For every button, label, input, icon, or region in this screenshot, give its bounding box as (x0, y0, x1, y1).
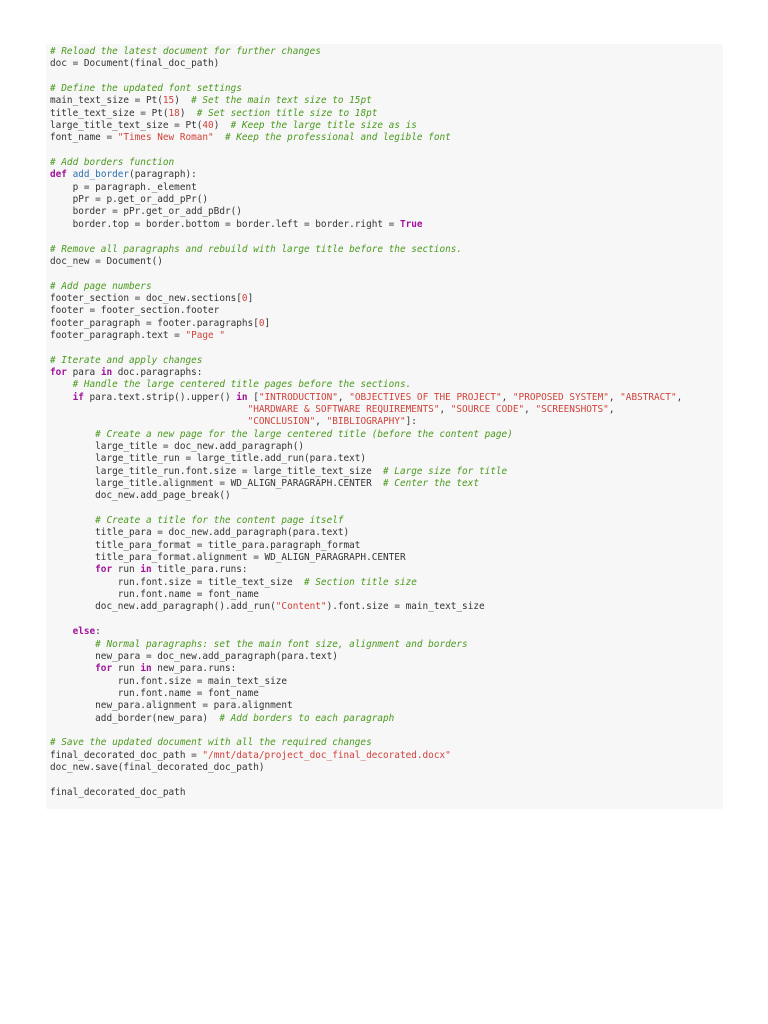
code-token-plain: , (501, 391, 513, 403)
code-line (50, 750, 723, 762)
code-line (50, 478, 723, 490)
code-token-string: "CONCLUSION" (247, 416, 316, 428)
code-line (50, 429, 723, 441)
code-token-plain: large_title.alignment = WD_ALIGN_PARAGRAPH.CENTER (50, 478, 384, 490)
code-token-keyword: else (72, 626, 96, 638)
code-token-plain: run.font.size = main_text_size (50, 675, 288, 687)
code-token-plain: , (608, 391, 621, 403)
code-line (50, 663, 723, 675)
code-token-plain (214, 132, 225, 143)
code-line (50, 552, 723, 564)
code-token-keyword: for (50, 366, 67, 378)
code-line (50, 762, 723, 774)
code-line (50, 379, 723, 391)
code-line (50, 589, 723, 601)
code-token-plain (50, 429, 95, 440)
code-token-plain: , (315, 416, 327, 428)
code-token-comment: # Normal paragraphs: set the main font size, alignment and borders (95, 638, 468, 650)
code-line (50, 639, 723, 651)
code-token-plain: footer_paragraph = footer.paragraphs[ (50, 317, 259, 329)
code-token-plain: , (337, 391, 350, 403)
code-line (50, 120, 723, 132)
code-token-plain (50, 416, 248, 427)
code-line (50, 416, 723, 428)
code-line (50, 626, 723, 638)
code-line (50, 787, 723, 799)
code-token-plain (50, 404, 248, 415)
code-token-keyword: for (95, 564, 113, 576)
code-token-comment: # Handle the large centered title pages before the sections. (72, 379, 412, 391)
code-token-number: 0 (241, 292, 248, 304)
code-token-keyword: if (72, 391, 84, 403)
code-line (50, 83, 723, 95)
code-token-plain: title_para = doc_new.add_paragraph(para.text) (50, 527, 350, 539)
code-token-plain: doc = Document(final_doc_path) (50, 58, 220, 70)
code-token-string: "Times New Roman" (117, 132, 214, 144)
code-token-plain: , (608, 403, 615, 415)
code-token-plain (50, 379, 73, 390)
code-token-plain (50, 626, 73, 637)
code-line (50, 676, 723, 688)
code-token-plain: ] (247, 292, 254, 304)
code-token-plain: run (112, 564, 141, 576)
code-token-comment: # Reload the latest document for further changes (50, 46, 321, 57)
code-token-string: "INTRODUCTION" (258, 391, 338, 403)
code-token-plain: large_title_run = large_title.add_run(para.text) (50, 453, 367, 465)
code-line (50, 157, 723, 169)
code-token-number: 18 (168, 107, 180, 119)
code-token-comment: # Define the updated font settings (50, 83, 242, 95)
code-token-plain: (paragraph): (129, 169, 197, 181)
code-token-plain (50, 639, 95, 650)
code-token-keyword: in (140, 564, 152, 576)
code-line (50, 713, 723, 725)
code-token-plain: doc_new = Document() (50, 255, 163, 267)
code-token-plain: new_para.runs: (151, 663, 237, 675)
code-line (50, 441, 723, 453)
code-line (50, 132, 723, 144)
code-line (50, 355, 723, 367)
code-line (50, 293, 723, 305)
code-line (50, 305, 723, 317)
code-token-plain: para (66, 366, 101, 378)
code-token-plain: final_decorated_doc_path = (50, 749, 203, 761)
code-token-plain: large_title_text_size = Pt( (50, 120, 203, 132)
code-line (50, 169, 723, 181)
code-token-plain: ]: (405, 416, 417, 428)
code-token-plain: ) (213, 120, 231, 132)
code-token-plain: new_para.alignment = para.alignment (50, 700, 293, 712)
code-token-number: 0 (258, 317, 265, 329)
code-line (50, 453, 723, 465)
code-line (50, 367, 723, 379)
code-line (50, 404, 723, 416)
code-line (50, 392, 723, 404)
code-line (50, 503, 723, 515)
code-token-string: "SOURCE CODE" (450, 403, 525, 415)
code-token-plain: : (95, 626, 101, 638)
code-token-plain: footer_paragraph.text = (50, 329, 186, 341)
code-token-plain: ) (174, 95, 192, 107)
code-token-comment: # Set section title size to 18pt (196, 107, 378, 119)
code-token-plain: large_title = doc_new.add_paragraph() (50, 441, 304, 452)
code-token-plain: doc_new.add_paragraph().add_run( (50, 601, 276, 613)
code-token-plain: ).font.size = main_text_size (326, 601, 485, 613)
code-line (50, 71, 723, 83)
code-token-keyword: in (236, 391, 248, 403)
code-token-plain: main_text_size = Pt( (50, 95, 163, 107)
code-token-string: "Page " (185, 329, 225, 341)
code-token-plain: , (439, 403, 451, 415)
code-token-number: 15 (162, 95, 175, 107)
code-token-plain: pPr = p.get_or_add_pPr() (50, 194, 209, 206)
code-token-comment: # Add page numbers (50, 280, 152, 292)
code-token-comment: # Create a title for the content page itself (95, 515, 344, 527)
code-line (50, 601, 723, 613)
code-token-plain: , (676, 391, 683, 403)
code-token-plain: new_para = doc_new.add_paragraph(para.text) (50, 650, 338, 662)
code-token-plain: run (112, 663, 141, 675)
code-token-plain: title_para.runs: (151, 564, 248, 576)
code-line (50, 244, 723, 256)
code-token-comment: # Large size for title (383, 465, 508, 477)
code-token-number: 40 (202, 120, 214, 132)
code-token-string: "ABSTRACT" (620, 391, 677, 403)
code-line (50, 108, 723, 120)
code-token-plain: , (524, 403, 536, 415)
code-token-plain: ] (264, 317, 271, 329)
code-listing (50, 46, 723, 799)
code-line (50, 318, 723, 330)
code-token-plain: large_title_run.font.size = large_title_text_size (50, 465, 384, 477)
code-line (50, 219, 723, 231)
code-line (50, 564, 723, 576)
code-token-plain: title_para_format.alignment = WD_ALIGN_PARAGRAPH.CENTER (50, 552, 406, 564)
code-token-plain: final_decorated_doc_path (50, 786, 186, 798)
code-line (50, 490, 723, 502)
code-token-comment: # Section title size (304, 576, 417, 588)
code-line (50, 58, 723, 70)
code-token-comment: # Iterate and apply changes (50, 354, 203, 366)
code-line (50, 268, 723, 280)
code-token-plain: run.font.size = title_text_size (50, 576, 304, 588)
code-token-plain: title_para_format = title_para.paragraph_format (50, 539, 361, 551)
code-block (46, 44, 723, 809)
code-token-comment: # Keep the professional and legible font (224, 132, 451, 144)
code-line (50, 614, 723, 626)
code-token-plain: doc.paragraphs: (112, 366, 203, 378)
code-token-string: "HARDWARE & SOFTWARE REQUIREMENTS" (247, 403, 440, 415)
code-token-plain (50, 392, 73, 403)
code-token-plain: footer_section = doc_new.sections[ (50, 292, 242, 304)
code-line (50, 466, 723, 478)
code-line (50, 688, 723, 700)
code-token-string: "PROPOSED SYSTEM" (512, 391, 609, 403)
code-line (50, 577, 723, 589)
code-line (50, 182, 723, 194)
code-line (50, 281, 723, 293)
code-line (50, 145, 723, 157)
code-token-plain: ) (179, 107, 197, 119)
code-line (50, 527, 723, 539)
code-line (50, 256, 723, 268)
code-token-plain: para.text.strip().upper() (83, 391, 237, 403)
code-line (50, 651, 723, 663)
code-token-plain (50, 564, 95, 575)
code-line (50, 774, 723, 786)
code-token-plain: doc_new.add_page_break() (50, 490, 231, 502)
code-token-keyword: for (95, 663, 113, 675)
code-token-plain: doc_new.save(final_decorated_doc_path) (50, 761, 265, 773)
code-token-plain: title_text_size = Pt( (50, 107, 169, 119)
code-token-comment: # Center the text (383, 478, 479, 490)
code-line (50, 540, 723, 552)
code-token-plain (50, 663, 95, 674)
code-token-keyword: def (50, 169, 67, 181)
code-token-keyword: in (140, 663, 152, 675)
code-token-comment: # Create a new page for the large centered title (before the content page) (95, 428, 513, 440)
code-token-plain (50, 515, 95, 526)
code-line (50, 231, 723, 243)
code-token-plain: footer = footer_section.footer (50, 305, 220, 317)
code-token-comment: # Add borders function (50, 157, 175, 169)
code-token-plain: run.font.name = font_name (50, 687, 259, 699)
code-line (50, 342, 723, 354)
code-token-plain: border = pPr.get_or_add_pBdr() (50, 206, 242, 218)
code-token-keyword: in (100, 366, 113, 378)
code-line (50, 515, 723, 527)
code-token-plain: border.top = border.bottom = border.left = border.right = (50, 218, 400, 230)
code-token-string: "Content" (275, 601, 327, 613)
code-token-func: add_border (72, 169, 130, 181)
code-token-plain: add_border(new_para) (50, 712, 220, 724)
code-token-plain: p = paragraph._element (50, 181, 197, 193)
code-token-string: "BIBLIOGRAPHY" (326, 416, 406, 428)
code-token-string: "OBJECTIVES OF THE PROJECT" (349, 391, 502, 403)
code-line (50, 206, 723, 218)
code-line (50, 95, 723, 107)
code-line (50, 330, 723, 342)
code-token-plain: [ (247, 391, 259, 403)
code-token-string: "/mnt/data/project_doc_final_decorated.docx" (202, 749, 451, 761)
code-token-keyword: True (399, 218, 423, 230)
code-token-comment: # Remove all paragraphs and rebuild with large title before the sections. (50, 243, 463, 255)
code-token-comment: # Add borders to each paragraph (219, 712, 395, 724)
code-line (50, 725, 723, 737)
code-token-comment: # Save the updated document with all the required changes (50, 737, 372, 749)
code-token-comment: # Keep the large title size as is (230, 120, 417, 132)
code-token-plain: run.font.name = font_name (50, 589, 259, 601)
code-line (50, 737, 723, 749)
code-line (50, 46, 723, 58)
code-token-plain: font_name = (50, 132, 118, 144)
code-line (50, 194, 723, 206)
code-token-string: "SCREENSHOTS" (535, 403, 609, 415)
code-token-comment: # Set the main text size to 15pt (191, 95, 372, 107)
code-line (50, 700, 723, 712)
